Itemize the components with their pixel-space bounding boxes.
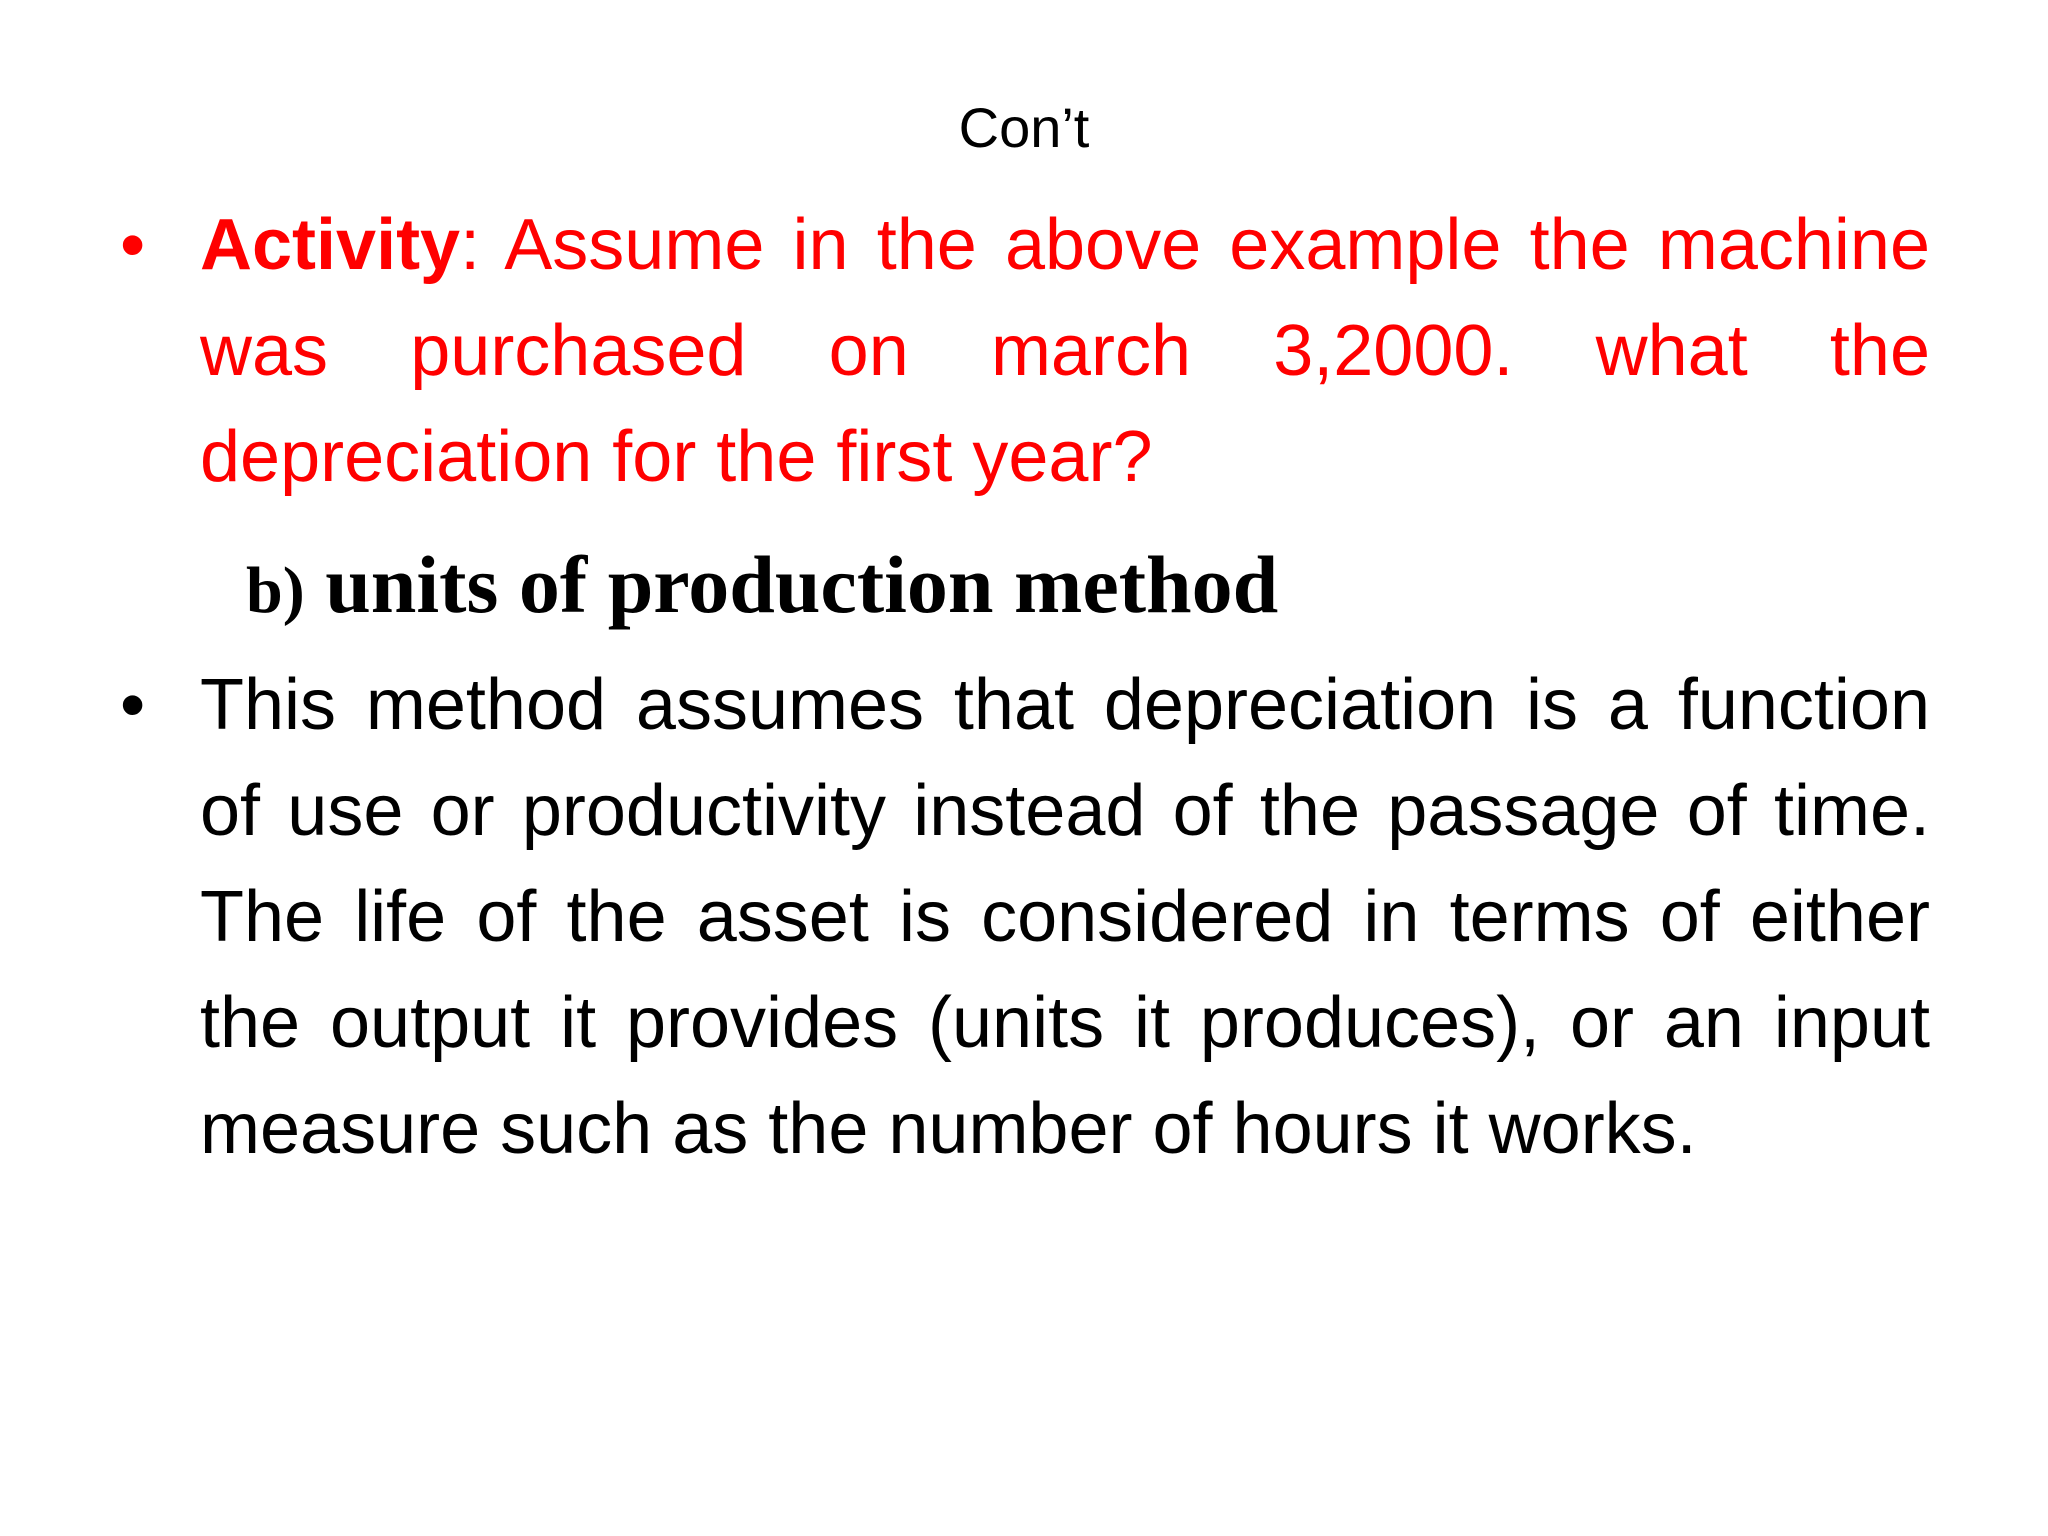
bullet-dot-icon: •	[120, 665, 146, 745]
activity-text-block	[200, 192, 1930, 510]
activity-text: : Assume in the above example the machine was purchased on march 3,2000. what the depreciation for the first year?	[200, 205, 1930, 497]
description-text: This method assumes that depreciation is a function of use or productivity instead of the passage of time. The life of the asset is considered in terms of either the output it provides (units it produces), or an input measure such as the number of hours it works.	[200, 665, 1930, 1169]
description-bullet	[120, 652, 1930, 1182]
subheading-prefix: b)	[246, 554, 305, 627]
bullet-dot-icon: •	[120, 205, 146, 285]
activity-bullet	[120, 192, 1930, 510]
subheading-text: units of production method	[325, 539, 1279, 630]
section-subheading	[246, 535, 1278, 641]
slide-title: Con’t	[958, 96, 1090, 159]
activity-label: Activity	[200, 205, 461, 285]
